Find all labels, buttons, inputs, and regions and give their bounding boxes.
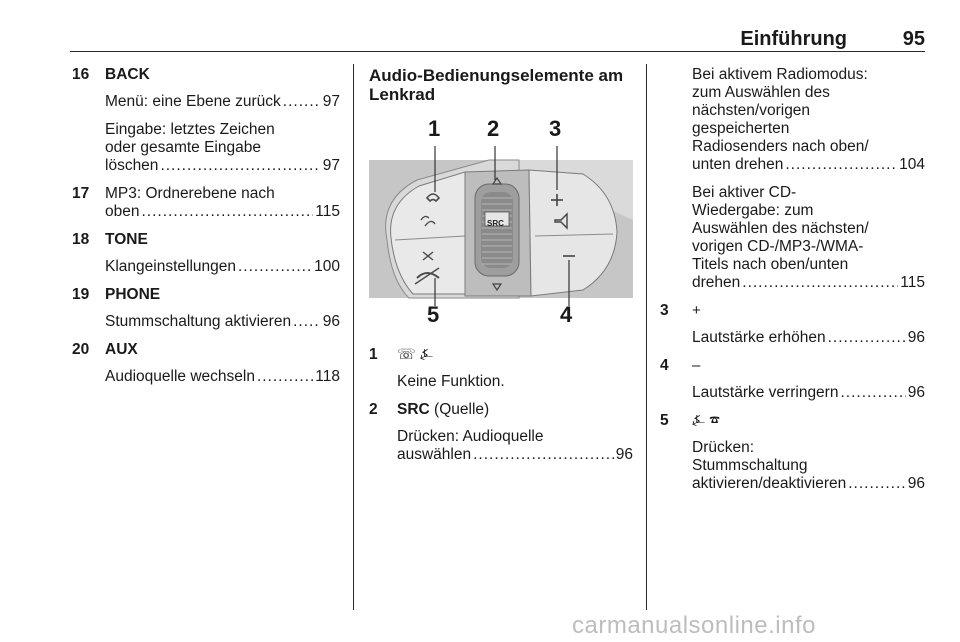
page-ref[interactable]: 96 [907,475,925,492]
control-entry-1: 1 ☏ ⍼ Keine Funktion. [369,346,633,391]
toc-line[interactable]: auswählen ..... 96 [397,446,633,464]
entry-heading: SRC [397,401,430,418]
page-ref[interactable]: 115 [900,274,925,291]
column-divider [646,64,647,610]
index-entry-18 [72,231,340,276]
column-left [72,66,340,386]
page-number: 95 [902,28,925,50]
entry-number: 19 [72,286,90,303]
toc-line[interactable]: Klangeinstellungen ..... 100 [105,258,340,276]
control-entry-3 [660,302,925,347]
page-ref[interactable]: 97 [322,157,340,174]
toc-line[interactable]: löschen ..... 97 [105,157,340,175]
entry-number: 2 [369,401,378,418]
callout-4: 4 [560,302,573,327]
section-title: Audio-Bedienungselemente am Lenkrad [369,66,624,104]
phone-voice-icon: ☏ ⍼ [397,346,434,363]
entry-number: 18 [72,231,90,248]
toc-line[interactable]: Audioquelle wechseln ..... 118 [105,368,340,386]
page-ref[interactable]: 96 [615,446,633,463]
entry-heading: BACK [105,66,150,83]
minus-icon: – [692,357,701,374]
index-entry-16: 16 BACK Menü: eine Ebene zurück ..... 97 Eingabe: letztes Zeichen oder gesamte Eingabe löschen ..... 97 [72,66,340,175]
entry-number: 5 [660,412,669,429]
entry-heading: TONE [105,231,148,248]
column-right [660,66,925,493]
toc-line[interactable]: Stummschaltung aktivieren ..... 96 [105,313,340,331]
toc-line[interactable]: Menü: eine Ebene zurück ..... 97 [105,93,340,111]
column-divider [353,64,354,610]
chapter-title: Einführung [740,28,847,50]
callout-3: 3 [549,116,562,141]
page-ref[interactable]: 97 [322,93,340,110]
entry-number: 4 [660,357,669,374]
page-ref[interactable]: 104 [899,156,925,173]
toc-line[interactable]: Lautstärke erhöhen ..... 96 [692,329,925,347]
page-ref[interactable]: 118 [315,368,340,385]
callout-1: 1 [428,116,441,141]
page-ref[interactable]: 100 [314,258,340,275]
toc-line[interactable]: Lautstärke verringern ..... 96 [692,384,925,402]
src-button-label: SRC [487,219,504,228]
steering-wheel-controls-figure [369,116,633,336]
page-ref[interactable]: 96 [907,384,925,401]
watermark: carmanualsonline.info [572,612,816,639]
cd-mode-text: Bei aktiver CD- Wiedergabe: zum Auswählen des nächsten/ vorigen CD-/MP3-/WMA- Titels nach oben/unten drehen ..... 115 [692,184,925,292]
index-entry-17: 17 MP3: Ordnerebene nach oben ..... 115 [72,185,340,221]
toc-line[interactable]: oben ..... 115 [105,203,340,221]
radio-mode-text: Bei aktivem Radiomodus: zum Auswählen des nächsten/vorigen gespeicherten Radiosenders nach oben/ unten drehen ..... 104 [692,66,925,174]
callout-5: 5 [427,302,440,327]
toc-line[interactable]: drehen ..... 115 [692,274,925,292]
control-entry-4 [660,357,925,402]
mute-hangup-icon: ⍼ ☎ [692,412,720,429]
page-header [70,28,925,52]
callout-2: 2 [487,116,500,141]
page-ref[interactable]: 96 [322,313,340,330]
entry-number: 20 [72,341,90,358]
entry-heading: PHONE [105,286,161,303]
entry-number: 16 [72,66,90,83]
toc-line[interactable]: aktivieren/deaktivieren ..... 96 [692,475,925,493]
index-entry-20 [72,341,340,386]
toc-line[interactable]: unten drehen ..... 104 [692,156,925,174]
column-middle [369,66,633,464]
control-entry-5: 5 ⍼ ☎ Drücken: Stummschaltung aktivieren/deaktivieren ..... 96 [660,412,925,493]
entry-heading: AUX [105,341,138,358]
page-ref[interactable]: 96 [907,329,925,346]
entry-number: 3 [660,302,669,319]
entry-number: 1 [369,346,378,363]
plus-icon: + [692,302,701,319]
index-entry-19 [72,286,340,331]
entry-number: 17 [72,185,90,202]
control-entry-2: 2 SRC (Quelle) Drücken: Audioquelle auswählen ..... 96 [369,401,633,464]
page-ref[interactable]: 115 [315,203,340,220]
